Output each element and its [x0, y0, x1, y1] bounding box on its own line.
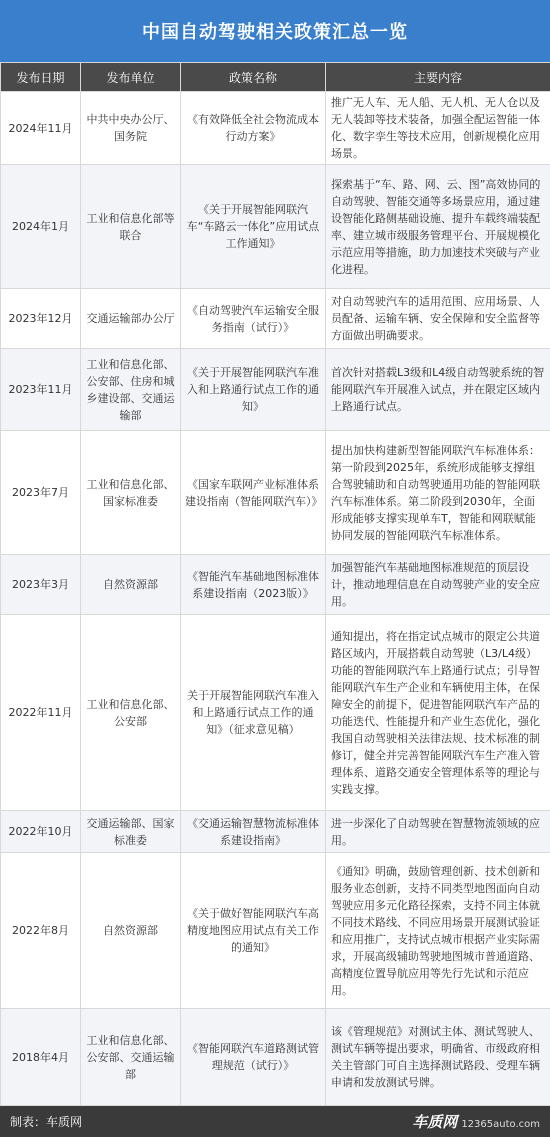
- cell-date: 2023年11月: [1, 349, 81, 431]
- header-unit: 发布单位: [81, 63, 181, 92]
- page-title: 中国自动驾驶相关政策汇总一览: [0, 0, 550, 62]
- cell-content: 进一步深化了自动驾驶在智慧物流领域的应用。: [326, 811, 550, 853]
- cell-unit: 自然资源部: [81, 555, 181, 615]
- table-row: [1, 92, 550, 165]
- cell-unit: 中共中央办公厅、国务院: [81, 92, 181, 165]
- cell-policy-name: 《关于做好智能网联汽车高精度地图应用试点有关工作的通知》: [181, 853, 326, 1009]
- table-row: [1, 555, 550, 615]
- cell-content: 探索基于“车、路、网、云、图”高效协同的自动驾驶、智能交通等多场景应用，通过建设智能化路侧基础设施、提升车载终端装配率、建立城市级服务管理平台、开展规模化示范应用等措施，助力加速技术突破与产业化进程。: [326, 165, 550, 289]
- cell-date: 2023年7月: [1, 431, 81, 555]
- header-date: 发布日期: [1, 63, 81, 92]
- cell-unit: 工业和信息化部、公安部、住房和城乡建设部、交通运输部: [81, 349, 181, 431]
- cell-unit: 工业和信息化部、公安部、交通运输部: [81, 1009, 181, 1106]
- cell-date: 2024年11月: [1, 92, 81, 165]
- table-row: [1, 853, 550, 1009]
- cell-content: 加强智能汽车基础地图标准规范的顶层设计，推动地理信息在自动驾驶产业的安全应用。: [326, 555, 550, 615]
- table-row: [1, 615, 550, 811]
- table-row: [1, 289, 550, 349]
- table-row: [1, 165, 550, 289]
- header-content: 主要内容: [326, 63, 550, 92]
- footer-bar: [0, 1106, 550, 1137]
- cell-unit: 交通运输部、国家标准委: [81, 811, 181, 853]
- table-row: [1, 811, 550, 853]
- cell-unit: 工业和信息化部、公安部: [81, 615, 181, 811]
- cell-date: 2022年11月: [1, 615, 81, 811]
- table-row: [1, 431, 550, 555]
- table-row: [1, 349, 550, 431]
- cell-unit: 工业和信息化部、国家标准委: [81, 431, 181, 555]
- brand-logo: [412, 1111, 540, 1132]
- cell-content: 该《管理规范》对测试主体、测试驾驶人、测试车辆等提出要求，明确省、市级政府相关主管部门可自主选择测试路段、受理车辆申请和发放测试号牌。: [326, 1009, 550, 1106]
- cell-policy-name: 《关于开展智能网联汽车准入和上路通行试点工作的通知》: [181, 349, 326, 431]
- cell-content: 提出加快构建新型智能网联汽车标准体系：第一阶段到2025年，系统形成能够支撑组合驾驶辅助和自动驾驶通用功能的智能网联汽车标准体系。第二阶段到2030年，全面形成能够支撑实现单车T，智能和网联赋能协同发展的智能网联汽车标准体系。: [326, 431, 550, 555]
- cell-date: 2023年3月: [1, 555, 81, 615]
- cell-policy-name: 《有效降低全社会物流成本行动方案》: [181, 92, 326, 165]
- cell-date: 2018年4月: [1, 1009, 81, 1106]
- cell-unit: 工业和信息化部等联合: [81, 165, 181, 289]
- policy-table: [0, 62, 550, 1106]
- cell-policy-name: 关于开展智能网联汽车准入和上路通行试点工作的通知》（征求意见稿）: [181, 615, 326, 811]
- table-row: [1, 1009, 550, 1106]
- table-header-row: [1, 63, 550, 92]
- cell-policy-name: 《交通运输智慧物流标准体系建设指南》: [181, 811, 326, 853]
- cell-content: 通知提出，将在指定试点城市的限定公共道路区域内，开展搭载自动驾驶（L3/L4级）功能的智能网联汽车上路通行试点；引导智能网联汽车生产企业和车辆使用主体，在保障安全的前提下，促进智能网联汽车产品的功能迭代、性能提升和产业生态优化，强化我国自动驾驶相关法律法规、技术标准的制修订，健全并完善智能网联汽车生产准入管理体系、道路交通安全管理体系等的理论与实践支撑。: [326, 615, 550, 811]
- cell-date: 2022年10月: [1, 811, 81, 853]
- footer-maker: 制表：车质网: [10, 1115, 83, 1129]
- cell-date: 2022年8月: [1, 853, 81, 1009]
- cell-unit: 交通运输部办公厅: [81, 289, 181, 349]
- brand-name: 车质网: [412, 1113, 458, 1131]
- cell-date: 2024年1月: [1, 165, 81, 289]
- cell-content: 推广无人车、无人船、无人机、无人仓以及无人装卸等技术装备，加强全配运智能一体化、数字孪生等技术应用，创新规模化应用场景。: [326, 92, 550, 165]
- cell-content: 《通知》明确，鼓励管理创新、技术创新和服务业态创新，支持不同类型地图面向自动驾驶应用多元化路径探索，支持不同主体就不同技术路线、不同应用场景开展测试验证和应用推广，支持试点城市根据产业实际需求，开展高级辅助驾驶地图城市普通道路、高精度位置导航应用等先行先试和示范应用。: [326, 853, 550, 1009]
- cell-policy-name: 《智能网联汽车道路测试管理规范（试行）》: [181, 1009, 326, 1106]
- cell-policy-name: 《国家车联网产业标准体系建设指南（智能网联汽车）》: [181, 431, 326, 555]
- cell-content: 对自动驾驶汽车的适用范围、应用场景、人员配备、运输车辆、安全保障和安全监督等方面做出明确要求。: [326, 289, 550, 349]
- cell-policy-name: 《自动驾驶汽车运输安全服务指南（试行）》: [181, 289, 326, 349]
- cell-policy-name: 《智能汽车基础地图标准体系建设指南（2023版）》: [181, 555, 326, 615]
- cell-date: 2023年12月: [1, 289, 81, 349]
- brand-url: 12365auto.com: [461, 1119, 540, 1130]
- header-policy-name: 政策名称: [181, 63, 326, 92]
- cell-unit: 自然资源部: [81, 853, 181, 1009]
- cell-content: 首次针对搭载L3级和L4级自动驾驶系统的智能网联汽车开展准入试点，并在限定区域内上路通行试点。: [326, 349, 550, 431]
- cell-policy-name: 《关于开展智能网联汽车“车路云一体化”应用试点工作通知》: [181, 165, 326, 289]
